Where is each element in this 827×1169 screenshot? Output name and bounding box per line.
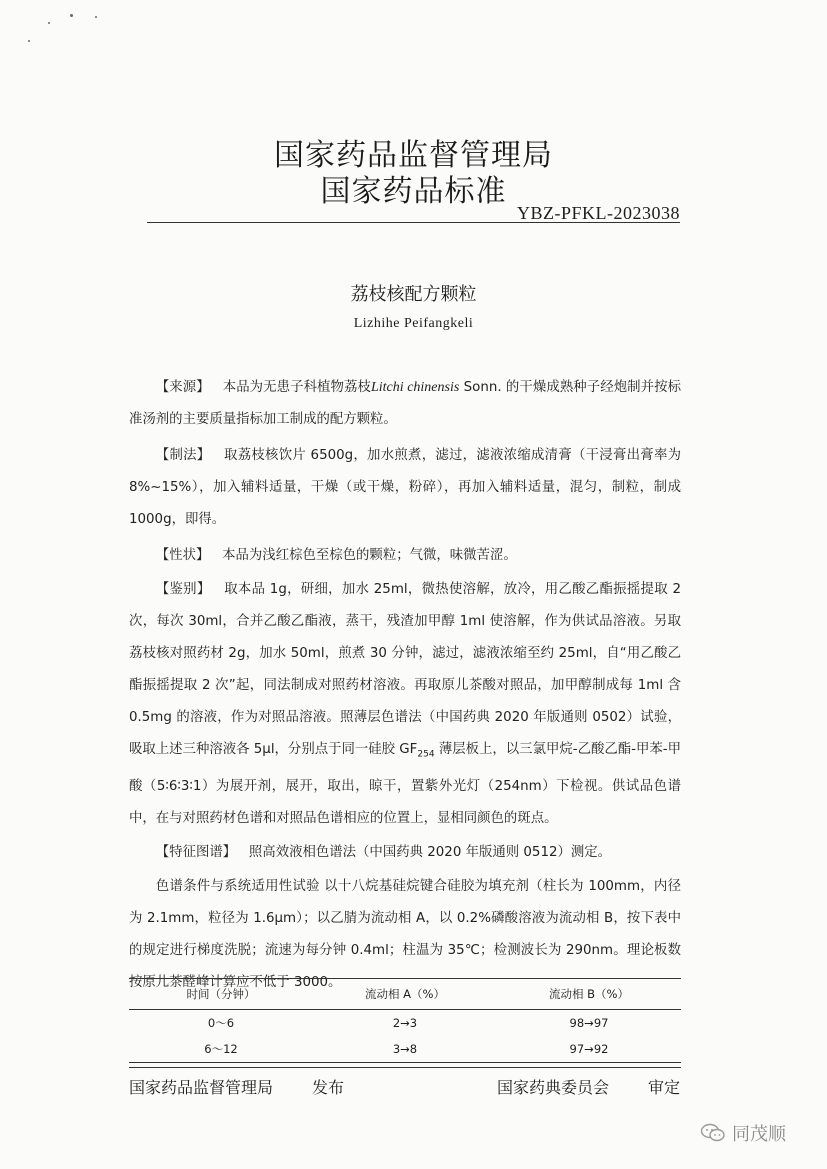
scan-speck bbox=[95, 16, 97, 18]
section-label: 【性状】 bbox=[155, 548, 210, 563]
product-pinyin: Lizhihe Peifangkeli bbox=[353, 316, 474, 331]
footer-rule bbox=[129, 1067, 681, 1068]
table-cell: 6～12 bbox=[204, 1042, 238, 1056]
latin-name: Litchi chinensis bbox=[370, 380, 460, 395]
watermark-text: 同茂顺 bbox=[732, 1124, 786, 1145]
table-header-cell: 时间（分钟） bbox=[129, 979, 313, 1010]
table-row bbox=[129, 1010, 681, 1037]
table-cell: 97→92 bbox=[569, 1042, 609, 1056]
section-label: 【鉴别】 bbox=[155, 582, 211, 597]
section-label: 【来源】 bbox=[155, 380, 210, 395]
header-standard: 国家药品标准 bbox=[320, 174, 507, 209]
subscript: 254 bbox=[417, 749, 435, 760]
scan-speck bbox=[28, 40, 30, 42]
table-cell: 2→3 bbox=[392, 1016, 418, 1030]
table-cell: 98→97 bbox=[569, 1016, 609, 1030]
section-text: 色谱条件与系统适用性试验 以十八烷基硅烷键合硅胶为填充剂（柱长为 100mm，内径为 2.1mm，粒径为 1.6μm）；以乙腈为流动相 A，以 0.2%磷酸溶液为流动相 B，按下表中的规定进行梯度洗脱；流速为每分钟 0.4ml；柱温为 35℃；检测波长为 290nm。理论板数按原儿茶醛峰计算应不低于 3000。 bbox=[129, 878, 681, 990]
scan-speck bbox=[70, 14, 73, 17]
document-body bbox=[129, 372, 681, 999]
footer-reviewer: 国家药典委员会 bbox=[497, 1078, 610, 1097]
section-text: 薄层板上，以三氯甲烷-乙酸乙酯-甲苯-甲酸（5∶6∶3∶1）为展开剂，展开，取出，晾干，置紫外光灯（254nm）下检视。供试品色谱中，在与对照药材色谱和对照品色谱相应的位置上，显相同颜色的斑点。 bbox=[129, 742, 681, 826]
table-header-cell: 流动相 B（%） bbox=[497, 979, 681, 1010]
watermark bbox=[700, 1120, 786, 1146]
section-description bbox=[129, 540, 681, 572]
section-text: 照高效液相色谱法（中国药典 2020 年版通则 0512）测定。 bbox=[248, 844, 612, 860]
header-agency: 国家药品监督管理局 bbox=[274, 138, 553, 173]
footer-review-action: 审定 bbox=[648, 1078, 681, 1097]
wechat-icon bbox=[700, 1123, 726, 1143]
section-label: 【特征图谱】 bbox=[155, 844, 237, 860]
section-text: Sonn. 的干燥成熟种子经炮制并按标准汤剂的主要质量指标加工制成的配方颗粒。 bbox=[129, 380, 681, 427]
scan-speck bbox=[48, 22, 50, 24]
table-header-cell: 流动相 A（%） bbox=[313, 979, 497, 1010]
product-title: 荔枝核配方颗粒 bbox=[350, 284, 477, 305]
standard-code: YBZ-PFKL-2023038 bbox=[516, 203, 680, 223]
section-label: 【制法】 bbox=[155, 448, 211, 463]
section-source bbox=[129, 372, 681, 436]
footer-issuer: 国家药品监督管理局 bbox=[129, 1078, 274, 1097]
section-identification bbox=[129, 574, 681, 835]
table-cell: 0～6 bbox=[207, 1016, 235, 1030]
table-header-row bbox=[129, 979, 681, 1010]
gradient-table bbox=[129, 978, 681, 1063]
section-preparation bbox=[129, 440, 681, 536]
table-row bbox=[129, 1036, 681, 1063]
section-fingerprint bbox=[129, 837, 681, 869]
section-text: 取荔枝核饮片 6500g，加水煎煮，滤过，滤液浓缩成清膏（干浸膏出膏率为 8%~15%），加入辅料适量，干燥（或干燥，粉碎），再加入辅料适量，混匀，制粒，制成 1000g，即得。 bbox=[129, 448, 681, 527]
section-text: 本品为无患子科植物荔枝 bbox=[222, 380, 371, 395]
section-text: 本品为浅红棕色至棕色的颗粒；气微，味微苦涩。 bbox=[222, 548, 517, 563]
section-text: 取本品 1g，研细，加水 25ml，微热使溶解，放冷，用乙酸乙酯振摇提取 2 次，每次 30ml，合并乙酸乙酯液，蒸干，残渣加甲醇 1ml 使溶解，作为供试品溶液。另取荔枝核对照药材 2g，加水 50ml，煎煮 30 分钟，滤过，滤液浓缩至约 25ml，自“用乙酸乙酯振摇提取 2 次”起，同法制成对照药材溶液。再取原儿茶酸对照品，加甲醇制成每 1ml 含 0.5mg 的溶液，作为对照品溶液。照薄层色谱法（中国药典 2020 年版通则 0502）试验，吸取上述三种溶液各 5μl，分别点于同一硅胶 GF bbox=[129, 582, 681, 757]
table-cell: 3→8 bbox=[392, 1042, 418, 1056]
footer-issue-action: 发布 bbox=[312, 1078, 345, 1097]
